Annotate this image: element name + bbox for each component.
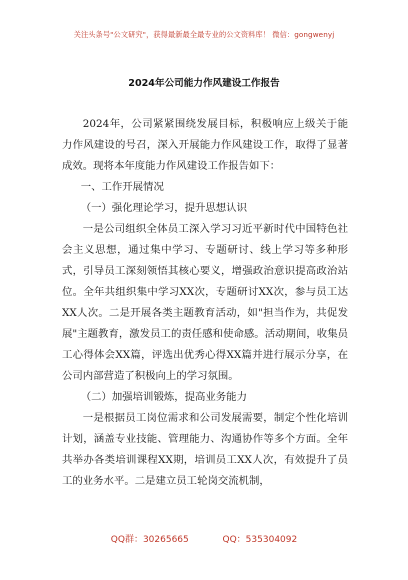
qq-group-number: QQ群：30265665 (110, 535, 189, 545)
document-body (62, 114, 348, 492)
section-heading-1: 一、工作开展情况 (80, 181, 164, 193)
document-title: 2024年公司能力作风建设工作报告 (128, 78, 280, 89)
subsection-heading-2: （二）加强培训锻炼，提高业务能力 (80, 391, 247, 403)
paragraph-study: 一是公司组织全体员工深入学习习近平新时代中国特色社会主义思想，通过集中学习、专题研讨、线上学习等多种形式，引导员工深刻领悟其核心要义，增强政治意识提高政治站位。全年共组织集中学习XX次，专题研讨XX次，参与员工达XX人次。二是开展各类主题教育活动，如"担当作为，共促发展"主题教育，激发员工的责任感和使命感。活动期间，收集员工心得体会XX篇，评选出优秀心得XX篇并进行展示分享，在公司内部营造了积极向上的学习氛围。 (62, 223, 348, 382)
promo-banner: 关注头条号"公文研究"，获得最新最全最专业的公文资料库！ 微信：gongwenyj (73, 30, 335, 39)
paragraph-training: 一是根据员工岗位需求和公司发展需要，制定个性化培训计划，涵盖专业技能、管理能力、沟通协作等多个方面。全年共举办各类培训课程XX期，培训员工XX人次，有效提升了员工的业务水平。二是建立员工轮岗交流机制， (62, 412, 348, 487)
paragraph-intro: 2024年，公司紧紧围绕发展目标，积极响应上级关于能力作风建设的号召，深入开展能力作风建设工作，取得了显著成效。现将本年度能力作风建设工作报告如下： (62, 118, 348, 172)
qq-number: QQ：535304092 (222, 535, 298, 545)
subsection-heading-1: （一）强化理论学习，提升思想认识 (80, 202, 247, 214)
footer-contact (0, 532, 408, 545)
